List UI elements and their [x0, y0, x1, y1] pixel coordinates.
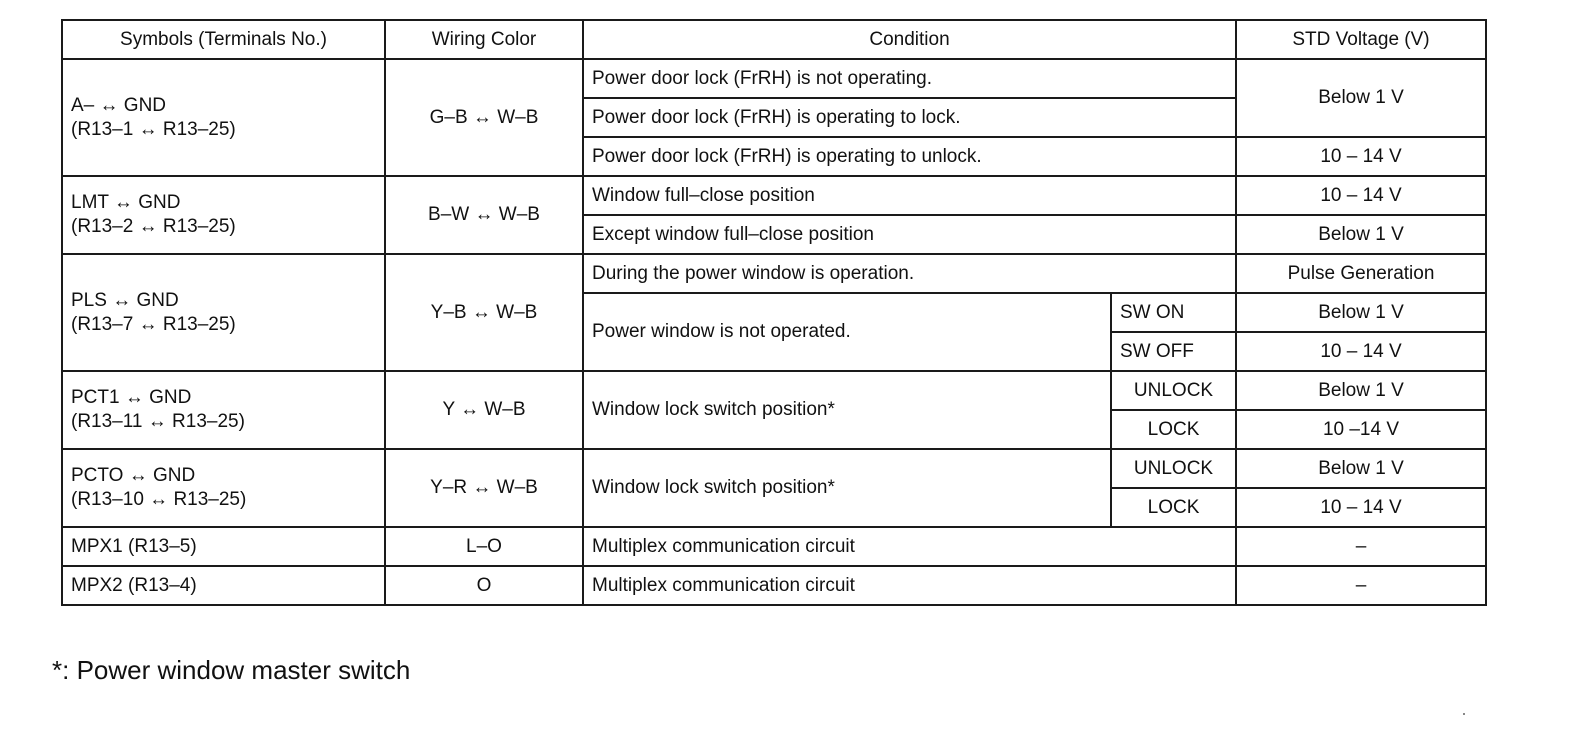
header-std-voltage: STD Voltage (V) [1236, 20, 1486, 59]
symbol-cell [62, 176, 385, 254]
voltage-cell: – [1236, 566, 1486, 605]
condition-cell: Multiplex communication circuit [583, 566, 1236, 605]
scan-speck [1463, 713, 1465, 715]
symbol-cell: MPX1 (R13–5) [62, 527, 385, 566]
condition-cell: Multiplex communication circuit [583, 527, 1236, 566]
footnote: *: Power window master switch [52, 655, 411, 685]
header-condition: Condition [583, 20, 1236, 59]
switch-state-cell: SW OFF [1111, 332, 1236, 371]
symbol-cell [62, 371, 385, 449]
voltage-cell: Below 1 V [1236, 215, 1486, 254]
wiring-color-cell: G–B ↔ W–B [385, 59, 583, 176]
condition-cell: Power window is not operated. [583, 293, 1111, 371]
wiring-color-cell: L–O [385, 527, 583, 566]
terminal-label: (R13–11 ↔ R13–25) [71, 411, 245, 432]
table-row [62, 566, 1486, 605]
symbol-cell [62, 254, 385, 371]
terminal-label: (R13–1 ↔ R13–25) [71, 118, 236, 140]
voltage-cell: Pulse Generation [1236, 254, 1486, 293]
condition-cell: Window lock switch position* [583, 371, 1111, 449]
table-row [62, 449, 1486, 488]
switch-state-cell: LOCK [1111, 410, 1236, 449]
terminal-label: (R13–10 ↔ R13–25) [71, 489, 247, 510]
condition-cell: Power door lock (FrRH) is not operating. [583, 59, 1236, 98]
condition-cell: Power door lock (FrRH) is operating to unlock. [583, 137, 1236, 176]
table-row [62, 371, 1486, 410]
voltage-cell: 10 –14 V [1236, 410, 1486, 449]
symbol-cell [62, 449, 385, 527]
header-wiring-color: Wiring Color [385, 20, 583, 59]
wiring-color-cell: O [385, 566, 583, 605]
symbol-label: PCT1 ↔ GND [71, 387, 192, 409]
voltage-cell: Below 1 V [1236, 59, 1486, 137]
voltage-cell: 10 – 14 V [1236, 137, 1486, 176]
wiring-color-cell: Y–R ↔ W–B [385, 449, 583, 527]
condition-cell: During the power window is operation. [583, 254, 1236, 293]
voltage-cell: 10 – 14 V [1236, 332, 1486, 371]
symbol-label: PCTO ↔ GND [71, 465, 196, 487]
header-symbols: Symbols (Terminals No.) [62, 20, 385, 59]
condition-cell: Power door lock (FrRH) is operating to lock. [583, 98, 1236, 137]
symbol-label: A– ↔ GND [71, 94, 167, 116]
symbol-cell [62, 59, 385, 176]
switch-state-cell: SW ON [1111, 293, 1236, 332]
voltage-cell: – [1236, 527, 1486, 566]
voltage-cell: Below 1 V [1236, 449, 1486, 488]
symbol-cell: MPX2 (R13–4) [62, 566, 385, 605]
voltage-cell: Below 1 V [1236, 293, 1486, 332]
wiring-color-cell: Y–B ↔ W–B [385, 254, 583, 371]
switch-state-cell: UNLOCK [1111, 449, 1236, 488]
table-row [62, 254, 1486, 293]
terminal-label: (R13–2 ↔ R13–25) [71, 216, 236, 237]
symbol-label: PLS ↔ GND [71, 289, 179, 311]
table-row [62, 59, 1486, 98]
wiring-color-cell: B–W ↔ W–B [385, 176, 583, 254]
voltage-cell: 10 – 14 V [1236, 176, 1486, 215]
switch-state-cell: UNLOCK [1111, 371, 1236, 410]
condition-cell: Window full–close position [583, 176, 1236, 215]
table-row [62, 176, 1486, 215]
wiring-color-cell: Y ↔ W–B [385, 371, 583, 449]
terminal-voltage-table [61, 19, 1487, 606]
voltage-cell: Below 1 V [1236, 371, 1486, 410]
terminal-label: (R13–7 ↔ R13–25) [71, 313, 236, 335]
condition-cell: Window lock switch position* [583, 449, 1111, 527]
condition-cell: Except window full–close position [583, 215, 1236, 254]
table-row [62, 527, 1486, 566]
symbol-label: LMT ↔ GND [71, 192, 181, 214]
table-header-row [62, 20, 1486, 59]
voltage-cell: 10 – 14 V [1236, 488, 1486, 527]
switch-state-cell: LOCK [1111, 488, 1236, 527]
